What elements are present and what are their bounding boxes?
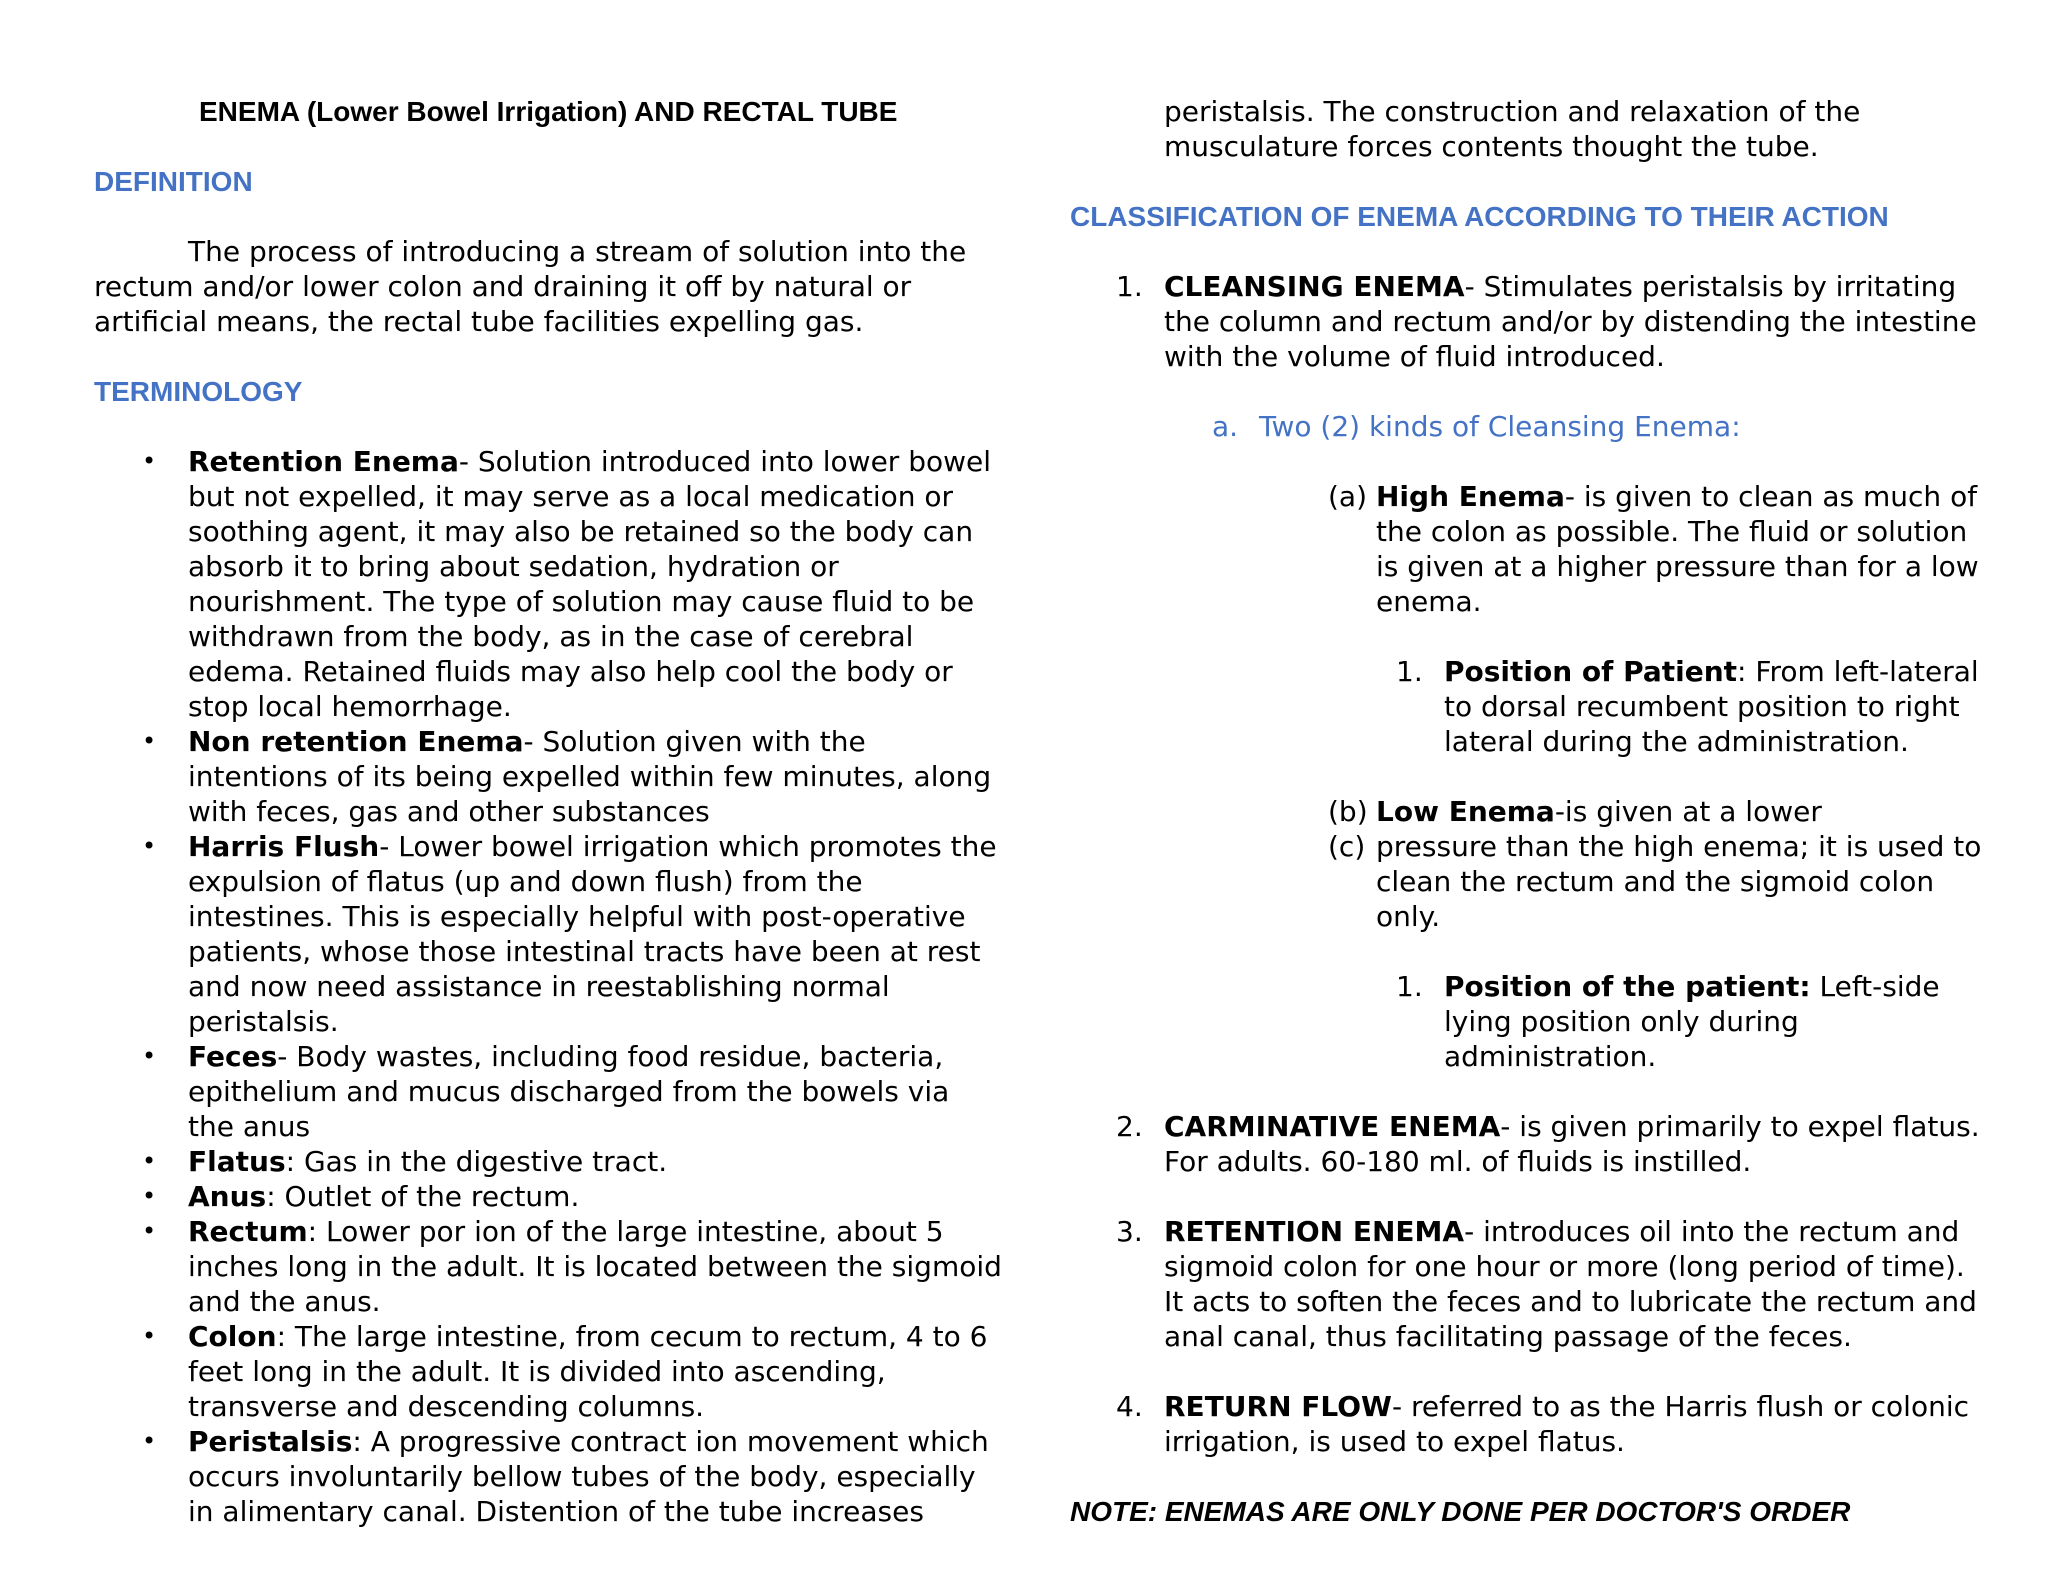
term-definition: Lower bowel irrigation which promotes the expulsion of flatus (up and down flush) from the intestines. This is especially helpful with post-operative patients, whose those intestinal tracts have been at rest and now need assistance in reestablishing normal peristalsis. <box>188 830 997 1038</box>
sub-heading-text: Two (2) kinds of Cleansing Enema: <box>1259 410 1741 443</box>
bullet-icon: • <box>142 727 157 755</box>
cleansing-kinds-heading <box>1070 409 1990 444</box>
list-item <box>94 1424 1004 1529</box>
bullet-icon: • <box>142 1182 157 1210</box>
term-label: High Enema <box>1376 480 1565 513</box>
term-definition: pressure than the high enema; it is used to clean the rectum and the sigmoid colon only. <box>1376 830 1982 933</box>
retention-enema-item <box>1070 1214 1990 1354</box>
term-definition: : From left-lateral to dorsal recumbent position to right lateral during the administration. <box>1444 655 1979 758</box>
term-separator: - <box>458 445 478 478</box>
list-item <box>94 1214 1004 1319</box>
term-separator: : <box>307 1215 326 1248</box>
term-definition: The large intestine, from cecum to rectum, 4 to 6 feet long in the adult. It is divided into ascending, transverse and descending columns. <box>188 1320 988 1423</box>
term-definition: - introduces oil into the rectum and sigmoid colon for one hour or more (long period of time). It acts to soften the feces and to lubricate the rectum and anal canal, thus facilitating passage of the feces. <box>1164 1215 1977 1353</box>
low-enema-item <box>1070 794 1990 829</box>
term-separator: - <box>277 1040 297 1073</box>
item-marker: (a) <box>1328 480 1368 513</box>
term-label: RETURN FLOW <box>1164 1390 1392 1423</box>
item-number: 4. <box>1116 1390 1143 1423</box>
definition-heading: DEFINITION <box>94 166 253 197</box>
term-definition: Solution given with the intentions of its being expelled within few minutes, along with feces, gas and other substances <box>188 725 992 828</box>
terminology-heading: TERMINOLOGY <box>94 376 303 407</box>
term-definition: -is given at a lower <box>1554 795 1822 828</box>
list-item <box>94 1144 1004 1179</box>
term-label: Peristalsis <box>188 1425 353 1458</box>
term-separator: - <box>379 830 399 863</box>
bullet-icon: • <box>142 1427 157 1455</box>
term-definition: Solution introduced into lower bowel but not expelled, it may serve as a local medication or soothing agent, it may also be retained so the body can absorb it to bring about sedation, hydration or nourishment. The type of solution may cause fluid to be withdrawn from the body, as in the case of cerebral edema. Retained fluids may also help cool the body or stop local hemorrhage. <box>188 445 992 723</box>
term-definition: Body wastes, including food residue, bacteria, epithelium and mucus discharged from the bowels via the anus <box>188 1040 950 1143</box>
bullet-icon: • <box>142 1042 157 1070</box>
term-separator: : <box>352 1425 371 1458</box>
term-separator: : <box>276 1320 295 1353</box>
list-item <box>94 444 1004 724</box>
classification-heading: CLASSIFICATION OF ENEMA ACCORDING TO THEIR ACTION <box>1070 201 1889 232</box>
term-definition: - is given to clean as much of the colon as possible. The fluid or solution is given at a higher pressure than for a low enema. <box>1376 480 1979 618</box>
term-label: Retention Enema <box>188 445 459 478</box>
term-definition: Lower por ion of the large intestine, about 5 inches long in the adult. It is located between the sigmoid and the anus. <box>188 1215 1002 1318</box>
bullet-icon: • <box>142 1322 157 1350</box>
right-column <box>1070 94 1990 1529</box>
bullet-icon: • <box>142 447 157 475</box>
list-item <box>94 1319 1004 1424</box>
term-definition: - referred to as the Harris flush or colonic irrigation, is used to expel flatus. <box>1164 1390 1969 1458</box>
low-enema-continuation <box>1070 829 1990 934</box>
term-label: Anus <box>188 1180 267 1213</box>
term-label: Rectum <box>188 1215 308 1248</box>
bullet-icon: • <box>142 1217 157 1245</box>
term-label: Position of Patient <box>1444 655 1738 688</box>
list-item <box>94 1179 1004 1214</box>
bullet-icon: • <box>142 832 157 860</box>
term-label: Flatus <box>188 1145 286 1178</box>
item-number: 1. <box>1396 655 1423 688</box>
document-title: ENEMA (Lower Bowel Irrigation) AND RECTAL TUBE <box>199 96 898 127</box>
term-separator: - <box>523 725 543 758</box>
term-label: Harris Flush <box>188 830 380 863</box>
list-item <box>94 1039 1004 1144</box>
term-label: CLEANSING ENEMA <box>1164 270 1465 303</box>
doctor-order-note: NOTE: ENEMAS ARE ONLY DONE PER DOCTOR'S ORDER <box>1070 1496 1851 1527</box>
item-letter: a. <box>1212 410 1239 443</box>
bullet-icon: • <box>142 1147 157 1175</box>
term-separator: : <box>285 1145 304 1178</box>
term-label: Low Enema <box>1376 795 1555 828</box>
term-definition: A progressive contract ion movement which occurs involuntarily bellow tubes of the body, especially in alimentary canal. Distention of the tube increases <box>188 1425 989 1528</box>
term-label: CARMINATIVE ENEMA <box>1164 1110 1501 1143</box>
term-label: Non retention Enema <box>188 725 524 758</box>
low-enema-position <box>1070 969 1990 1074</box>
term-definition: Left-side lying position only during administration. <box>1444 970 1940 1073</box>
high-enema-position <box>1070 654 1990 759</box>
item-marker: (c) <box>1328 830 1366 863</box>
peristalsis-continuation: peristalsis. The construction and relaxation of the musculature forces contents thought the tube. <box>1164 95 1861 163</box>
list-item <box>94 724 1004 829</box>
cleansing-enema-item <box>1070 269 1990 374</box>
term-label: Feces <box>188 1040 278 1073</box>
high-enema-item <box>1070 479 1990 619</box>
item-marker: (b) <box>1328 795 1368 828</box>
term-definition: Outlet of the rectum. <box>284 1180 580 1213</box>
item-number: 2. <box>1116 1110 1143 1143</box>
terminology-list <box>94 444 1004 1529</box>
term-separator: : <box>266 1180 285 1213</box>
term-label: Position of the patient: <box>1444 970 1811 1003</box>
carminative-enema-item <box>1070 1109 1990 1179</box>
term-definition: - Stimulates peristalsis by irritating the column and rectum and/or by distending the intestine with the volume of fluid introduced. <box>1164 270 1977 373</box>
return-flow-item <box>1070 1389 1990 1459</box>
definition-text: The process of introducing a stream of solution into the rectum and/or lower colon and draining it off by natural or artificial means, the rectal tube facilities expelling gas. <box>94 235 967 338</box>
list-item <box>94 829 1004 1039</box>
term-label: RETENTION ENEMA <box>1164 1215 1465 1248</box>
item-number: 1. <box>1116 270 1143 303</box>
left-column <box>94 94 1004 1529</box>
term-definition: Gas in the digestive tract. <box>303 1145 668 1178</box>
term-definition: - is given primarily to expel flatus. For adults. 60-180 ml. of fluids is instilled. <box>1164 1110 1980 1178</box>
item-number: 3. <box>1116 1215 1143 1248</box>
term-label: Colon <box>188 1320 277 1353</box>
item-number: 1. <box>1396 970 1423 1003</box>
